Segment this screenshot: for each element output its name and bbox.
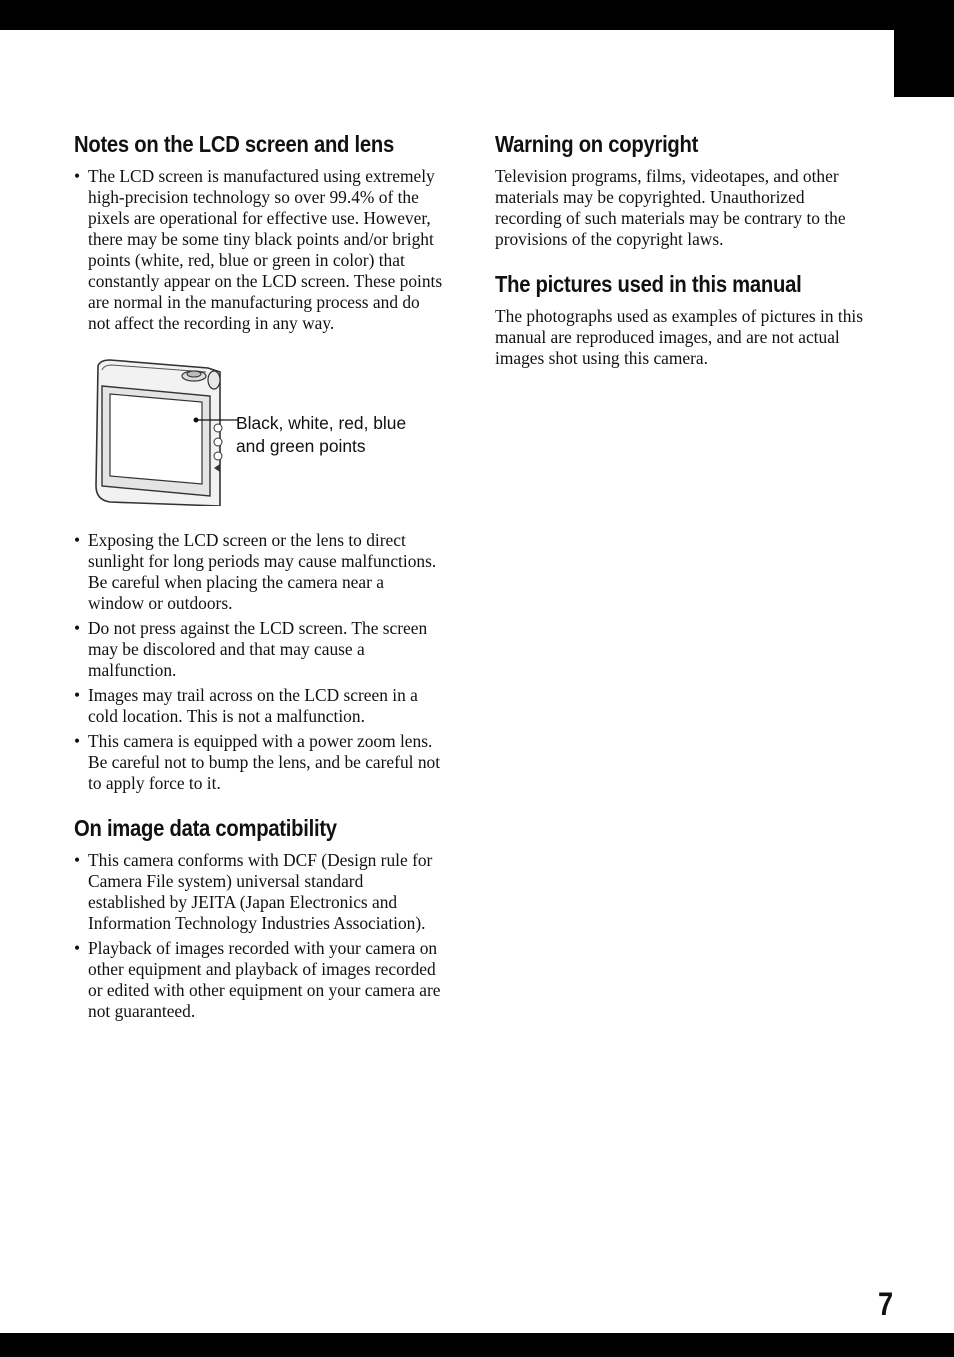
section-copyright xyxy=(495,128,875,250)
bottom-bar xyxy=(0,1333,954,1357)
section-image-compat xyxy=(74,812,444,1022)
camera-back-illustration xyxy=(88,356,224,506)
section-heading-copyright: Warning on copyright xyxy=(495,131,699,157)
section-lcd-notes xyxy=(74,128,444,794)
bullet-item: • The LCD screen is manufactured using extremely high-precision technology so over 99.4% of the pixels are operational for effective use. However, there may be some tiny black points and/or bright points (white, red, blue or green in color) that constantly appear on the LCD screen. These points are normal in the manufacturing process and do not affect the recording in any way. xyxy=(74,166,444,334)
chapter-tab xyxy=(894,30,954,97)
bullet-item: • Playback of images recorded with your camera on other equipment and playback of images recorded or edited with other equipment on your camera are not guaranteed. xyxy=(74,938,444,1022)
copyright-paragraph: Television programs, films, videotapes, and other materials may be copyrighted. Unauthorized recording of such materials may be contrary to the provisions of the copyright laws. xyxy=(495,166,846,249)
section-pictures xyxy=(495,268,875,369)
pictures-paragraph: The photographs used as examples of pictures in this manual are reproduced images, and are not actual images shot using this camera. xyxy=(495,306,864,368)
section-heading-compat: On image data compatibility xyxy=(74,815,337,841)
page-number: 7 xyxy=(878,1286,894,1322)
left-column xyxy=(74,128,444,1026)
figure-callout-label: Black, white, red, blue and green points xyxy=(236,413,407,456)
top-bar xyxy=(0,0,954,30)
lcd-bullets-2 xyxy=(74,530,444,794)
camera-lcd-figure xyxy=(74,356,444,506)
bullet-item: • This camera is equipped with a power zoom lens. Be careful not to bump the lens, and be careful not to apply force to it. xyxy=(74,731,444,794)
bullet-item: • Exposing the LCD screen or the lens to direct sunlight for long periods may cause malfunctions. Be careful when placing the camera near a window or outdoors. xyxy=(74,530,444,614)
bullet-item: • Do not press against the LCD screen. The screen may be discolored and that may cause a malfunction. xyxy=(74,618,444,681)
bullet-item: • Images may trail across on the LCD screen in a cold location. This is not a malfunction. xyxy=(74,685,444,727)
section-heading-pictures: The pictures used in this manual xyxy=(495,271,802,297)
lcd-bullets-1 xyxy=(74,166,444,334)
bullet-item: • This camera conforms with DCF (Design rule for Camera File system) universal standard established by JEITA (Japan Electronics and Information Technology Industries Association). xyxy=(74,850,444,934)
compat-bullets xyxy=(74,850,444,1022)
section-heading-lcd: Notes on the LCD screen and lens xyxy=(74,131,394,157)
right-column xyxy=(495,128,875,369)
